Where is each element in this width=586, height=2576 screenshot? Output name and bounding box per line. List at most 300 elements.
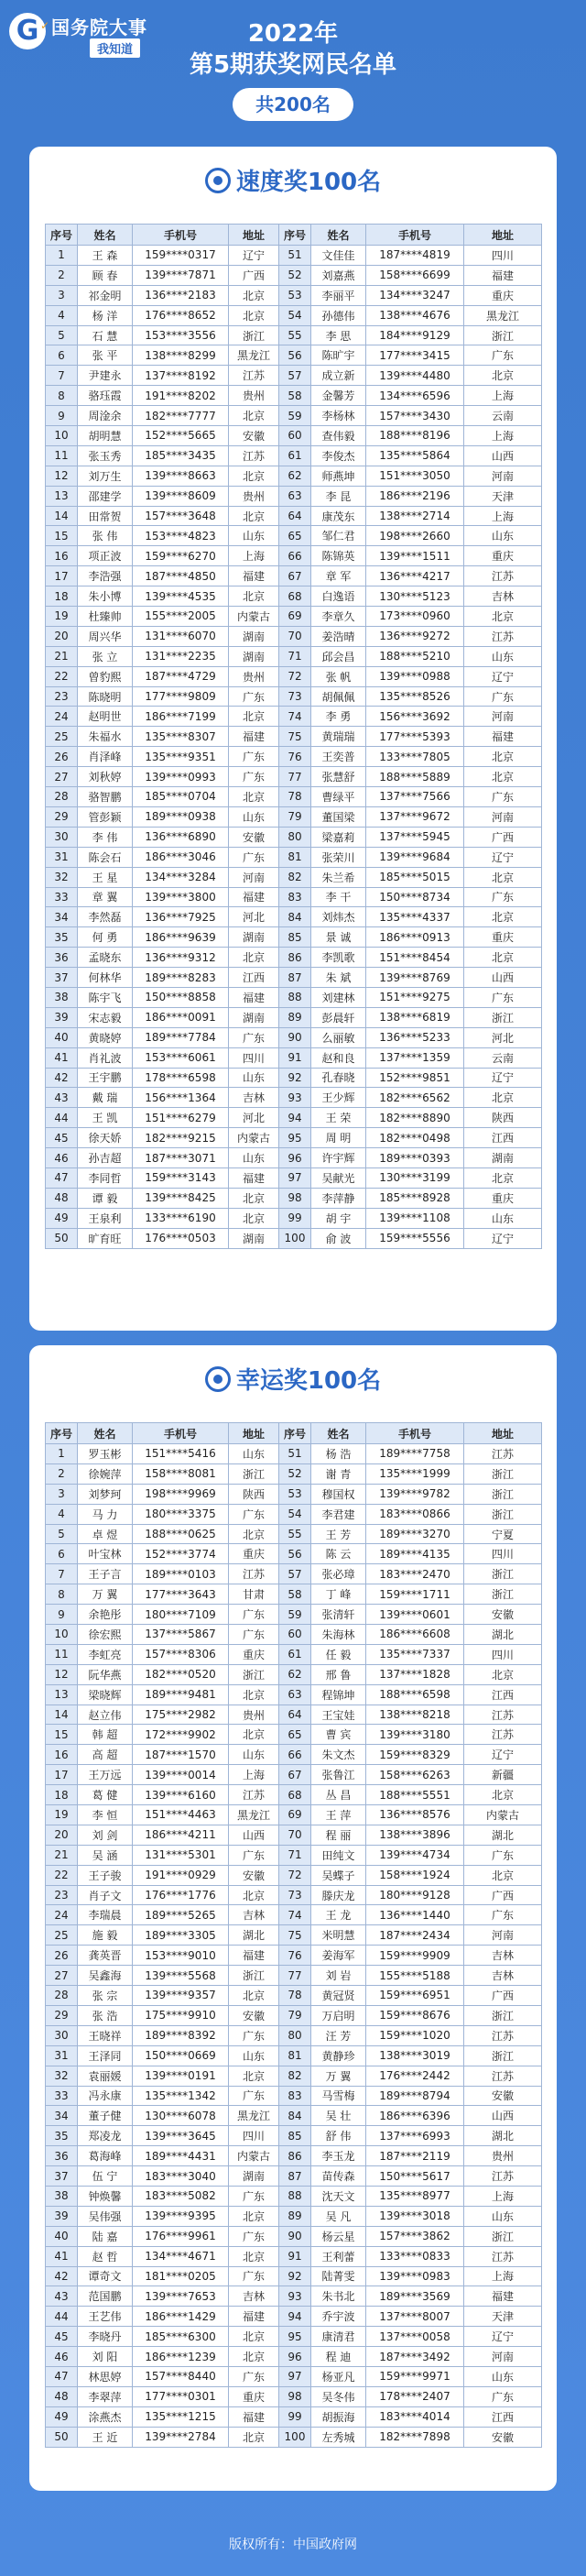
table-cell: 谭奇文 xyxy=(78,2266,133,2286)
table-cell: 136****8576 xyxy=(366,1805,464,1825)
table-cell: 湖南 xyxy=(229,927,279,948)
table-cell: 59 xyxy=(279,406,311,426)
table-cell: 董国梁 xyxy=(311,806,366,827)
table-cell: 76 xyxy=(279,747,311,767)
table-cell: 29 xyxy=(46,806,78,827)
table-cell: 张 伟 xyxy=(78,526,133,546)
table-cell: 135****1215 xyxy=(133,2406,229,2427)
table-cell: 浙江 xyxy=(464,1504,542,1524)
table-row xyxy=(46,2286,542,2307)
table-row xyxy=(46,2427,542,2447)
table-cell: 156****1364 xyxy=(133,1088,229,1108)
table-cell: 骆珏霞 xyxy=(78,386,133,406)
table-cell: 139****3180 xyxy=(366,1725,464,1745)
table-cell: 广东 xyxy=(464,1845,542,1865)
table-row xyxy=(46,466,542,486)
table-cell: 江苏 xyxy=(464,2025,542,2045)
table-row xyxy=(46,2025,542,2045)
table-cell: 139****7871 xyxy=(133,265,229,285)
table-cell: 19 xyxy=(46,1805,78,1825)
table-cell: 万 翼 xyxy=(311,2066,366,2086)
table-cell: 15 xyxy=(46,526,78,546)
table-cell: 138****8299 xyxy=(133,345,229,366)
table-cell: 130****3199 xyxy=(366,1167,464,1188)
table-cell: 北京 xyxy=(229,406,279,426)
table-cell: 48 xyxy=(46,2386,78,2406)
table-cell: 157****8440 xyxy=(133,2366,229,2386)
table-cell: 153****9010 xyxy=(133,1946,229,1966)
table-cell: 4 xyxy=(46,305,78,325)
table-cell: 76 xyxy=(279,1946,311,1966)
table-cell: 北京 xyxy=(229,305,279,325)
table-row xyxy=(46,747,542,767)
table-cell: 189****3270 xyxy=(366,1524,464,1544)
table-cell: 131****6070 xyxy=(133,626,229,646)
table-cell: 宁夏 xyxy=(464,1524,542,1544)
table-cell: 189****9481 xyxy=(133,1684,229,1705)
table-cell: 23 xyxy=(46,686,78,707)
table-cell: 177****0301 xyxy=(133,2386,229,2406)
column-header: 姓名 xyxy=(311,1423,366,1444)
table-cell: 云南 xyxy=(464,1047,542,1068)
table-cell: 92 xyxy=(279,1068,311,1088)
table-row xyxy=(46,2005,542,2025)
table-cell: 胡振海 xyxy=(311,2406,366,2427)
table-cell: 新疆 xyxy=(464,1765,542,1785)
table-cell: 100 xyxy=(279,1228,311,1248)
table-cell: 139****8609 xyxy=(133,486,229,506)
table-cell: 134****4671 xyxy=(133,2246,229,2266)
table-cell: 内蒙古 xyxy=(229,2146,279,2166)
table-cell: 曹绿平 xyxy=(311,787,366,807)
table-cell: 61 xyxy=(279,1644,311,1664)
table-cell: 广东 xyxy=(229,2186,279,2206)
table-row xyxy=(46,948,542,968)
table-cell: 69 xyxy=(279,1805,311,1825)
table-cell: 139****4734 xyxy=(366,1845,464,1865)
table-cell: 张清轩 xyxy=(311,1605,366,1625)
table-row xyxy=(46,2066,542,2086)
table-cell: 56 xyxy=(279,345,311,366)
table-cell: 180****3375 xyxy=(133,1504,229,1524)
table-cell: 176****0503 xyxy=(133,1228,229,1248)
table-cell: 孔春晓 xyxy=(311,1068,366,1088)
table-cell: 王 星 xyxy=(78,867,133,887)
table-cell: 辽宁 xyxy=(464,847,542,867)
table-cell: 广东 xyxy=(464,787,542,807)
table-cell: 80 xyxy=(279,2025,311,2045)
table-cell: 139****8425 xyxy=(133,1188,229,1208)
table-row xyxy=(46,1765,542,1785)
table-cell: 72 xyxy=(279,666,311,686)
table-cell: 河南 xyxy=(464,1925,542,1946)
table-cell: 李丽平 xyxy=(311,285,366,305)
table-row xyxy=(46,1705,542,1725)
table-cell: 24 xyxy=(46,1905,78,1925)
table-cell: 182****8890 xyxy=(366,1108,464,1128)
table-row xyxy=(46,2166,542,2187)
table-row xyxy=(46,968,542,988)
table-cell: 137****1828 xyxy=(366,1664,464,1684)
table-row xyxy=(46,767,542,787)
table-cell: 189****0938 xyxy=(133,806,229,827)
table-cell: 40 xyxy=(46,2226,78,2246)
table-cell: 191****0929 xyxy=(133,1865,229,1885)
table-cell: 150****0669 xyxy=(133,2045,229,2066)
table-cell: 42 xyxy=(46,2266,78,2286)
speed-award-card xyxy=(29,147,557,1331)
table-cell: 江苏 xyxy=(229,1785,279,1805)
table-cell: 山东 xyxy=(464,526,542,546)
table-cell: 贵州 xyxy=(229,386,279,406)
table-row xyxy=(46,787,542,807)
table-cell: 王奕普 xyxy=(311,747,366,767)
table-cell: 180****7109 xyxy=(133,1605,229,1625)
table-cell: 上海 xyxy=(229,546,279,566)
table-cell: 186****1429 xyxy=(133,2307,229,2327)
table-row xyxy=(46,2226,542,2246)
table-cell: 左秀城 xyxy=(311,2427,366,2447)
table-cell: 朱海林 xyxy=(311,1625,366,1645)
table-cell: 138****6819 xyxy=(366,1007,464,1027)
table-row xyxy=(46,1524,542,1544)
table-cell: 彭晨轩 xyxy=(311,1007,366,1027)
lucky-award-card xyxy=(29,1345,557,2491)
table-cell: 山东 xyxy=(229,2045,279,2066)
table-cell: 37 xyxy=(46,968,78,988)
table-cell: 182****0520 xyxy=(133,1664,229,1684)
table-cell: 185****3435 xyxy=(133,445,229,466)
table-cell: 上海 xyxy=(464,386,542,406)
table-cell: 北京 xyxy=(229,1725,279,1745)
table-cell: 四川 xyxy=(464,246,542,266)
table-cell: 84 xyxy=(279,907,311,927)
table-cell: 广东 xyxy=(229,686,279,707)
table-cell: 福建 xyxy=(464,265,542,285)
table-cell: 湖北 xyxy=(229,1925,279,1946)
table-cell: 9 xyxy=(46,406,78,426)
table-cell: 徐婉萍 xyxy=(78,1463,133,1484)
table-row xyxy=(46,1068,542,1088)
table-cell: 187****3071 xyxy=(133,1148,229,1168)
table-cell: 姜海军 xyxy=(311,1946,366,1966)
table-cell: 福建 xyxy=(229,2406,279,2427)
table-cell: 吉林 xyxy=(229,2286,279,2307)
table-cell: 159****6270 xyxy=(133,546,229,566)
table-cell: 1 xyxy=(46,1444,78,1464)
table-cell: 81 xyxy=(279,847,311,867)
table-cell: 安徽 xyxy=(464,1605,542,1625)
table-row xyxy=(46,927,542,948)
table-cell: 天津 xyxy=(464,486,542,506)
table-cell: 93 xyxy=(279,1088,311,1108)
table-cell: 31 xyxy=(46,2045,78,2066)
table-cell: 广东 xyxy=(464,686,542,707)
table-cell: 175****2982 xyxy=(133,1705,229,1725)
table-cell: 查伟毅 xyxy=(311,426,366,446)
table-cell: 4 xyxy=(46,1504,78,1524)
table-row xyxy=(46,1725,542,1745)
table-cell: 朱小博 xyxy=(78,586,133,607)
table-cell: 72 xyxy=(279,1865,311,1885)
table-cell: 136****6890 xyxy=(133,827,229,847)
table-cell: 57 xyxy=(279,366,311,386)
column-header: 姓名 xyxy=(311,225,366,246)
table-row xyxy=(46,2347,542,2367)
table-cell: 刘 阳 xyxy=(78,2347,133,2367)
table-cell: 肖子文 xyxy=(78,1885,133,1905)
table-cell: 2 xyxy=(46,1463,78,1484)
table-cell: 55 xyxy=(279,1524,311,1544)
table-cell: 189****0393 xyxy=(366,1148,464,1168)
table-cell: 86 xyxy=(279,948,311,968)
table-cell: 河南 xyxy=(464,466,542,486)
table-cell: 158****6699 xyxy=(366,265,464,285)
table-cell: 田纯文 xyxy=(311,1845,366,1865)
table-cell: 许宇辉 xyxy=(311,1148,366,1168)
table-cell: 137****8007 xyxy=(366,2307,464,2327)
table-cell: 袁丽媛 xyxy=(78,2066,133,2086)
table-cell: 57 xyxy=(279,1564,311,1584)
table-cell: 胡明慧 xyxy=(78,426,133,446)
table-cell: 梁晓辉 xyxy=(78,1684,133,1705)
table-cell: 176****9961 xyxy=(133,2226,229,2246)
table-row xyxy=(46,1128,542,1148)
table-cell: 186****6396 xyxy=(366,2106,464,2126)
table-cell: 董子健 xyxy=(78,2106,133,2126)
table-cell: 182****9215 xyxy=(133,1128,229,1148)
table-cell: 131****2235 xyxy=(133,646,229,666)
table-cell: 189****7758 xyxy=(366,1444,464,1464)
table-cell: 王子骏 xyxy=(78,1865,133,1885)
table-cell: 北京 xyxy=(464,1865,542,1885)
table-row xyxy=(46,1745,542,1765)
table-cell: 辽宁 xyxy=(464,1068,542,1088)
table-cell: 谢 青 xyxy=(311,1463,366,1484)
table-cell: 157****3430 xyxy=(366,406,464,426)
table-cell: 肖泽峰 xyxy=(78,747,133,767)
table-cell: 5 xyxy=(46,325,78,345)
table-cell: 吴 凡 xyxy=(311,2206,366,2226)
table-cell: 北京 xyxy=(464,607,542,627)
table-cell: 杜臻帅 xyxy=(78,607,133,627)
table-cell: 33 xyxy=(46,2086,78,2106)
table-cell: 祁金明 xyxy=(78,285,133,305)
table-cell: 159****3143 xyxy=(133,1167,229,1188)
table-row xyxy=(46,2366,542,2386)
table-cell: 重庆 xyxy=(464,1188,542,1208)
table-cell: 176****2442 xyxy=(366,2066,464,2086)
table-cell: 100 xyxy=(279,2427,311,2447)
table-cell: 43 xyxy=(46,1088,78,1108)
table-cell: 31 xyxy=(46,847,78,867)
table-cell: 陈旷宇 xyxy=(311,345,366,366)
table-cell: 139****4480 xyxy=(366,366,464,386)
table-row xyxy=(46,1088,542,1108)
table-cell: 153****6061 xyxy=(133,1047,229,1068)
table-cell: 44 xyxy=(46,2307,78,2327)
table-cell: 朱书北 xyxy=(311,2286,366,2307)
table-cell: 邹仁君 xyxy=(311,526,366,546)
table-cell: 139****2784 xyxy=(133,2427,229,2447)
table-cell: 173****0960 xyxy=(366,607,464,627)
table-cell: 157****3648 xyxy=(133,506,229,526)
table-cell: 82 xyxy=(279,867,311,887)
table-cell: 尹建永 xyxy=(78,366,133,386)
table-cell: 189****8392 xyxy=(133,2025,229,2045)
table-cell: 上海 xyxy=(229,1765,279,1785)
table-cell: 53 xyxy=(279,285,311,305)
table-cell: 56 xyxy=(279,1544,311,1564)
table-cell: 李 伟 xyxy=(78,827,133,847)
table-cell: 136****9312 xyxy=(133,948,229,968)
table-cell: 79 xyxy=(279,806,311,827)
table-header xyxy=(46,1423,542,1444)
table-cell: 四川 xyxy=(464,1544,542,1564)
table-cell: 139****0601 xyxy=(366,1605,464,1625)
table-cell: 177****3415 xyxy=(366,345,464,366)
table-cell: 罗玉彬 xyxy=(78,1444,133,1464)
table-cell: 71 xyxy=(279,646,311,666)
table-cell: 北京 xyxy=(229,1524,279,1544)
table-cell: 广东 xyxy=(464,1905,542,1925)
table-cell: 山东 xyxy=(229,1068,279,1088)
table-cell: 86 xyxy=(279,2146,311,2166)
table-cell: 187****2119 xyxy=(366,2146,464,2166)
table-cell: 李浩强 xyxy=(78,566,133,586)
table-cell: 188****8196 xyxy=(366,426,464,446)
table-cell: 戴 瑞 xyxy=(78,1088,133,1108)
table-cell: 42 xyxy=(46,1068,78,1088)
table-cell: 上海 xyxy=(464,506,542,526)
table-cell: 98 xyxy=(279,1188,311,1208)
table-cell: 张慧舒 xyxy=(311,767,366,787)
table-cell: 94 xyxy=(279,2307,311,2327)
table-cell: 49 xyxy=(46,2406,78,2427)
table-cell: 40 xyxy=(46,1027,78,1047)
table-cell: 山西 xyxy=(464,445,542,466)
table-row xyxy=(46,1484,542,1504)
table-cell: 189****4135 xyxy=(366,1544,464,1564)
table-cell: 139****7653 xyxy=(133,2286,229,2307)
table-cell: 广西 xyxy=(464,827,542,847)
table-cell: 吉林 xyxy=(464,1966,542,1986)
table-cell: 项正波 xyxy=(78,546,133,566)
table-cell: 92 xyxy=(279,2266,311,2286)
table-cell: 文佳佳 xyxy=(311,246,366,266)
table-cell: 49 xyxy=(46,1208,78,1228)
table-cell: 江西 xyxy=(464,1684,542,1705)
table-cell: 6 xyxy=(46,345,78,366)
table-cell: 188****5889 xyxy=(366,767,464,787)
table-cell: 138****4676 xyxy=(366,305,464,325)
table-cell: 60 xyxy=(279,426,311,446)
table-row xyxy=(46,2307,542,2327)
table-cell: 177****3643 xyxy=(133,1584,229,1605)
table-cell: 12 xyxy=(46,1664,78,1684)
table-cell: 139****8769 xyxy=(366,968,464,988)
table-cell: 山东 xyxy=(464,1208,542,1228)
table-cell: 云南 xyxy=(464,406,542,426)
table-row xyxy=(46,1664,542,1684)
table-cell: 广西 xyxy=(464,1986,542,2006)
table-cell: 章 军 xyxy=(311,566,366,586)
table-cell: 9 xyxy=(46,1605,78,1625)
table-cell: 陕西 xyxy=(229,1484,279,1504)
table-cell: 重庆 xyxy=(229,1644,279,1664)
table-cell: 186****1239 xyxy=(133,2347,229,2367)
table-cell: 87 xyxy=(279,968,311,988)
table-cell: 58 xyxy=(279,1584,311,1605)
table-cell: 王 萍 xyxy=(311,1805,366,1825)
table-cell: 134****3284 xyxy=(133,867,229,887)
table-cell: 福建 xyxy=(229,1167,279,1188)
table-cell: 19 xyxy=(46,607,78,627)
table-row xyxy=(46,1986,542,2006)
table-cell: 师燕坤 xyxy=(311,466,366,486)
table-cell: 73 xyxy=(279,1885,311,1905)
table-cell: 134****6596 xyxy=(366,386,464,406)
table-row xyxy=(46,1785,542,1805)
table-cell: 朱文杰 xyxy=(311,1745,366,1765)
table-row xyxy=(46,1564,542,1584)
table-cell: 安徽 xyxy=(229,2005,279,2025)
table-cell: 135****9351 xyxy=(133,747,229,767)
table-cell: 33 xyxy=(46,887,78,907)
table-cell: 曾豹熙 xyxy=(78,666,133,686)
column-header: 手机号 xyxy=(366,1423,464,1444)
table-row xyxy=(46,1108,542,1128)
table-cell: 159****0317 xyxy=(133,246,229,266)
column-header: 姓名 xyxy=(78,1423,133,1444)
table-cell: 马 力 xyxy=(78,1504,133,1524)
table-row xyxy=(46,386,542,406)
table-row xyxy=(46,2126,542,2146)
table-cell: 黑龙江 xyxy=(229,2106,279,2126)
column-header: 地址 xyxy=(229,225,279,246)
table-row xyxy=(46,1625,542,1645)
table-cell: 74 xyxy=(279,1905,311,1925)
table-cell: 山东 xyxy=(229,1745,279,1765)
table-cell: 程锦坤 xyxy=(311,1684,366,1705)
table-cell: 重庆 xyxy=(464,927,542,948)
table-cell: 么丽敏 xyxy=(311,1027,366,1047)
table-cell: 177****9809 xyxy=(133,686,229,707)
table-cell: 11 xyxy=(46,445,78,466)
table-cell: 陕西 xyxy=(464,1108,542,1128)
table-cell: 辽宁 xyxy=(464,666,542,686)
table-cell: 王宝娃 xyxy=(311,1705,366,1725)
table-cell: 邱会昌 xyxy=(311,646,366,666)
table-cell: 97 xyxy=(279,1167,311,1188)
table-cell: 上海 xyxy=(464,426,542,446)
table-cell: 47 xyxy=(46,1167,78,1188)
table-row xyxy=(46,1966,542,1986)
table-cell: 151****9275 xyxy=(366,987,464,1007)
table-cell: 1 xyxy=(46,246,78,266)
table-cell: 浙江 xyxy=(464,2226,542,2246)
table-cell: 河南 xyxy=(229,867,279,887)
table-cell: 13 xyxy=(46,486,78,506)
column-header: 地址 xyxy=(464,225,542,246)
table-cell: 景 诚 xyxy=(311,927,366,948)
table-cell: 福建 xyxy=(464,2286,542,2307)
table-cell: 138****2714 xyxy=(366,506,464,526)
table-cell: 李 干 xyxy=(311,887,366,907)
table-cell: 刘嘉燕 xyxy=(311,265,366,285)
table-cell: 60 xyxy=(279,1625,311,1645)
table-cell: 周淦余 xyxy=(78,406,133,426)
